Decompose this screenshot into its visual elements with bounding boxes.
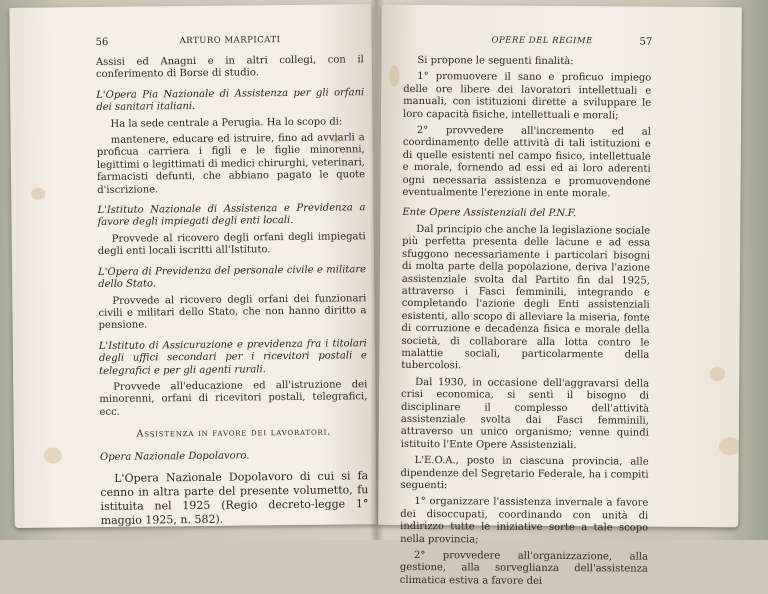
running-header: OPERE DEL REGIME — [491, 35, 593, 47]
paragraph: L'E.O.A., posto in ciascuna provincia, alle dipendenze del Segretario Federale, ha i compiti seguenti: — [400, 455, 649, 492]
page-number: 57 — [639, 36, 653, 48]
foxing-stain — [709, 367, 725, 381]
paragraph: 2° provvedere all'incremento ed al coordinamento delle attività di tali istituzioni e di quelle esistenti nel campo fisico, intellettuale e morale, fornendo ad essi ed ai loro aderenti ogni necessaria assistenza e promuovendone eventualmente l'erezione in ente morale. — [402, 125, 651, 200]
running-header: ARTURO MARPICATI — [179, 35, 281, 47]
foxing-stain — [44, 447, 62, 463]
paragraph: mantenere, educare ed istruire, fino ad avviarli a proficua carriera i figli e le figlie minorenni, legittimi o legittimati di medici chirurghi, veterinari, farmacisti defunti, che abbiano pagato le quote d'iscrizione. — [96, 132, 366, 196]
left-page — [9, 4, 376, 528]
paragraph: Provvede all'educazione ed all'istruzione dei minorenni, orfani di ricevitori postali, telegrafici, ecc. — [99, 379, 368, 418]
page-text — [96, 54, 369, 532]
subheading: Ente Opere Assistenziali del P.N.F. — [402, 207, 577, 220]
paragraph: 1° organizzare l'assistenza invernale a favore dei disoccupati, coordinando con unità di indirizzo tutte le iniziative sorte a tale scopo nella provincia; — [400, 496, 649, 546]
foxing-stain — [719, 437, 741, 455]
subheading: Opera Nazionale Dopolavoro. — [99, 449, 250, 463]
paragraph: Si propone le seguenti finalità: — [417, 54, 574, 68]
paragraph: Ha la sede centrale a Perugia. Ha lo scopo di: — [110, 116, 343, 130]
right-page — [378, 5, 742, 587]
subheading: L'Istituto Nazionale di Assistenza e Previdenza a favore degli impiegati degli enti locali. — [97, 202, 366, 229]
paragraph: Dal 1930, in occasione dell'aggravarsi della crisi economica, si sentì il bisogno di disciplinare il complesso dell'attività assistenziale svolta dai Fasci femminili, attraverso un unico organismo; venne quindi istituito l'Ente Opere Assistenziali. — [400, 376, 650, 451]
paragraph: 1° promuovere il sano e proficuo impiego delle ore libere dei lavoratori intellettuali e manuali, con istituzioni dirette a sviluppare le loro capacità fisiche, intellettuali e morali; — [403, 71, 652, 122]
paragraph: Assisi ed Anagni e in altri collegi, con il conferimento di Borse di studio. — [95, 54, 364, 81]
paragraph: 2° provvedere all'organizzazione, alla gestione, alla sorveglianza dell'assistenza climatica estiva a favore dei — [399, 550, 649, 587]
paragraph: Dal principio che anche la legislazione sociale più perfetta presenta delle lacune e ad essa sfuggono necessariamente i particolari bisogni di molta parte della popolazione, deriva l'azione assistenziale svolta dal Partito fin dal 1925, attraverso i Fasci femminili, integrando e completando l'azione degli Enti assistenziali esistenti, allo scopo di alleviare la miseria, fonte di corruzione e decadenza fisica e morale della società, di collaborare alla lotta contro le malattie sociali, particolarmente della tubercolosi. — [401, 223, 651, 372]
section-heading: Assistenza in favore dei lavoratori. — [136, 426, 332, 440]
page-text — [400, 55, 652, 593]
paragraph: L'Opera Nazionale Dopolavoro di cui si fa cenno in altra parte del presente volumetto, fu istituita nel 1925 (Regio decreto-legge 1° maggio 1925, n. 582). — [100, 469, 369, 527]
paragraph: Provvede al ricovero degli orfani dei funzionari civili e militari dello Stato, che non hanno diritto a pensione. — [98, 292, 367, 332]
subheading: L'Opera Pia Nazionale di Assistenza per gli orfani dei sanitari italiani. — [96, 87, 365, 114]
paragraph: Provvede al ricovero degli orfani degli impiegati degli enti locali iscritti all'Istituto. — [97, 231, 366, 258]
foxing-stain — [31, 188, 45, 200]
foxing-stain — [389, 65, 399, 87]
page-number: 56 — [95, 36, 109, 49]
subheading: L'Istituto di Assicurazione e previdenza fra i titolari degli uffici secondari per i ricevitori postali e telegrafici e per gli agenti rurali. — [98, 337, 368, 377]
subheading: L'Opera di Previdenza del personale civile e militare dello Stato. — [98, 263, 367, 291]
